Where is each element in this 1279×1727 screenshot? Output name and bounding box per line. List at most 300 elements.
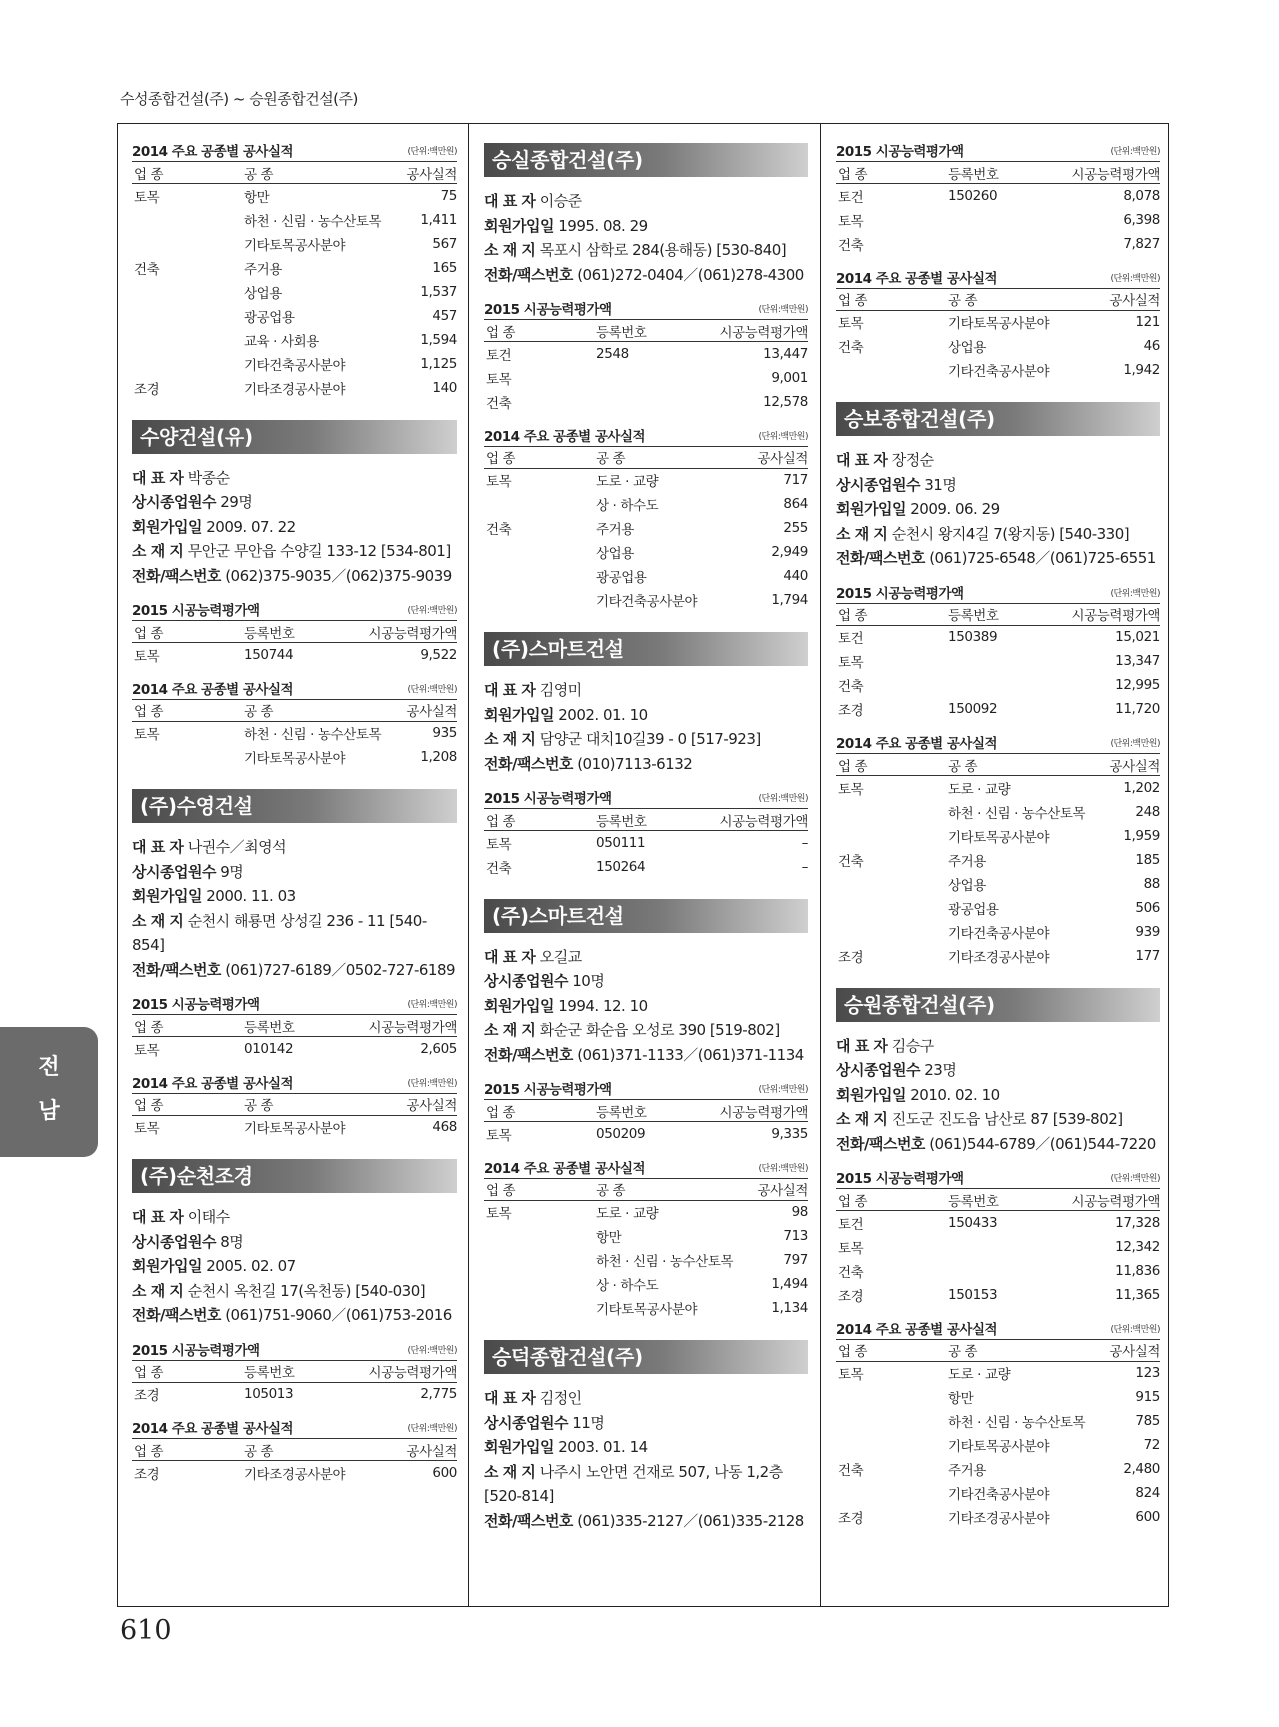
info-label: 상시종업원수 (836, 475, 920, 494)
stats-table (836, 603, 1160, 722)
company-info (132, 835, 457, 982)
table-cell (836, 920, 946, 944)
column-header: 업 종 (484, 446, 594, 468)
info-value: (062)375-9035／(062)375-9039 (225, 566, 452, 585)
table-cell (484, 1224, 594, 1248)
table-cell (132, 280, 242, 304)
table-header-row (132, 1360, 457, 1382)
stats-table-unit: (단위:백만원) (1110, 1174, 1160, 1184)
stats-table (836, 1188, 1160, 1307)
table-row (484, 492, 808, 516)
info-value: 29명 (220, 493, 253, 511)
info-label: 전화/팩스번호 (484, 754, 573, 773)
info-value: 김정인 (539, 1389, 582, 1407)
stats-table-title: 2014 주요 공종별 공사실적 (132, 144, 294, 160)
table-cell: 150744 (244, 646, 294, 663)
stats-table-header (484, 1160, 808, 1178)
table-header-row (132, 1093, 457, 1115)
table-cell: 기타토목공사분야 (596, 1302, 698, 1318)
info-line (484, 189, 808, 214)
company-info (484, 678, 808, 776)
table-row (836, 1361, 1160, 1385)
info-value: (061)725-6548／(061)725-6551 (929, 549, 1156, 567)
table-cell: 도로 · 교량 (596, 474, 659, 491)
table-row (836, 1385, 1160, 1409)
info-value: 2010. 02. 10 (910, 1085, 1000, 1104)
table-cell: 915 (1135, 1389, 1160, 1405)
table-header-row (132, 621, 457, 643)
info-line (484, 1509, 808, 1534)
column-header: 공사실적 (399, 699, 457, 721)
column-header: 업 종 (836, 754, 946, 776)
stats-table-title: 2015 시공능력평가액 (132, 997, 260, 1013)
column-header: 공 종 (242, 1093, 385, 1115)
company-info (836, 448, 1160, 571)
stats-table-unit: (단위:백만원) (1110, 273, 1160, 284)
column-header: 업 종 (132, 162, 242, 184)
table-row (836, 1433, 1160, 1457)
info-label: 상시종업원수 (836, 1061, 920, 1079)
info-line (484, 263, 808, 288)
table-row (836, 649, 1160, 673)
table-cell: 165 (432, 259, 457, 276)
stats-table-header (836, 270, 1160, 288)
table-cell (836, 800, 946, 824)
stats-table (836, 161, 1160, 256)
column-header: 업 종 (132, 1360, 242, 1382)
table-cell: 150389 (948, 629, 998, 646)
stats-table-unit: (단위:백만원) (758, 431, 808, 442)
table-cell (132, 352, 242, 376)
stats-table (484, 1178, 808, 1321)
table-row (484, 564, 808, 588)
info-line (132, 909, 457, 958)
stats-table-header (132, 1420, 457, 1438)
info-value: 김승구 (891, 1036, 934, 1055)
table-cell (946, 649, 1027, 673)
table-row (836, 1283, 1160, 1307)
table-cell: 토목 (134, 648, 160, 665)
table-header-row (836, 1339, 1160, 1361)
info-value: (061)335-2127／(061)335-2128 (577, 1511, 804, 1530)
table-cell: 토목 (134, 1042, 160, 1059)
table-cell: 050111 (596, 834, 646, 851)
info-line (836, 1132, 1160, 1157)
company-info (836, 1034, 1160, 1157)
info-label: 회원가입일 (484, 705, 554, 724)
table-cell: 건축 (838, 1264, 864, 1281)
info-value: (061)544-6789／(061)544-7220 (929, 1134, 1156, 1153)
table-row (836, 1259, 1160, 1283)
table-header-row (836, 603, 1160, 625)
table-cell: 주거용 (596, 522, 634, 538)
table-cell: 토목 (486, 1206, 512, 1223)
column-header: 시공능력평가액 (675, 809, 809, 831)
stats-table (132, 699, 457, 770)
table-cell: 506 (1135, 899, 1160, 916)
table-cell (836, 824, 946, 848)
table-cell: 11,836 (1115, 1262, 1160, 1279)
table-cell (484, 492, 594, 516)
stats-table-title: 2014 주요 공종별 공사실적 (836, 270, 998, 287)
stats-table-title: 2014 주요 공종별 공사실적 (132, 681, 294, 698)
table-cell: 토목 (486, 836, 512, 853)
stats-table (484, 319, 808, 414)
table-cell: 기타토목공사분야 (948, 1439, 1050, 1455)
info-label: 상시종업원수 (484, 972, 568, 990)
table-cell: 토건 (838, 189, 864, 206)
info-line (132, 564, 457, 589)
table-row (132, 352, 457, 376)
table-cell (484, 1272, 594, 1296)
info-line (132, 490, 457, 515)
info-line (132, 539, 457, 564)
table-cell: – (801, 834, 808, 851)
table-cell: 주거용 (948, 853, 986, 870)
stats-table-title: 2014 주요 공종별 공사실적 (132, 1421, 294, 1437)
stats-table-block (132, 602, 457, 667)
table-cell: 1,202 (1123, 779, 1160, 796)
table-cell: 1,494 (771, 1276, 808, 1292)
stats-table-unit: (단위:백만원) (1110, 739, 1160, 749)
table-cell: 주거용 (244, 261, 282, 278)
table-cell: 2,480 (1123, 1461, 1160, 1477)
stats-table-block (836, 585, 1160, 722)
info-label: 회원가입일 (484, 996, 554, 1015)
table-row (132, 376, 457, 400)
info-label: 대 표 자 (484, 947, 536, 966)
stats-table-title: 2014 주요 공종별 공사실적 (484, 428, 646, 445)
table-cell: 17,328 (1115, 1214, 1160, 1231)
table-row (836, 1211, 1160, 1235)
table-cell (484, 1248, 594, 1272)
info-label: 전화/팩스번호 (132, 960, 221, 979)
stats-table-header (484, 1081, 808, 1099)
info-line (132, 958, 457, 983)
stats-table-block (484, 1081, 808, 1146)
stats-table-title: 2014 주요 공종별 공사실적 (836, 1321, 998, 1338)
table-cell: 150264 (596, 858, 646, 875)
table-row (836, 824, 1160, 848)
info-label: 소 재 지 (836, 1110, 888, 1128)
table-cell: 기타조경공사분야 (244, 381, 346, 398)
company-entry (484, 899, 808, 1321)
stats-table-header (836, 1321, 1160, 1339)
table-cell: 기타건축공사분야 (596, 594, 698, 610)
table-row (132, 184, 457, 208)
column-header: 공사실적 (1102, 1339, 1160, 1361)
table-row (836, 1505, 1160, 1529)
table-cell: 하천 · 신림 · 농수산토목 (244, 727, 382, 744)
stats-table-unit: (단위:백만원) (407, 147, 457, 157)
table-cell: 상업용 (948, 340, 986, 356)
table-cell: 주거용 (948, 1463, 986, 1479)
table-cell: 광공업용 (596, 570, 647, 586)
stats-table-unit: (단위:백만원) (407, 1078, 457, 1089)
info-value: (061)727-6189／0502-727-6189 (225, 960, 456, 979)
info-line (132, 1254, 457, 1279)
table-cell (836, 358, 946, 382)
table-cell: 토목 (838, 655, 864, 671)
table-cell: 1,942 (1123, 362, 1160, 378)
table-cell: 조경 (134, 381, 160, 398)
table-row (836, 208, 1160, 232)
stats-table-title: 2015 시공능력평가액 (836, 585, 964, 602)
table-header-row (836, 288, 1160, 310)
table-cell: 조경 (838, 949, 864, 966)
stats-table-block (484, 1160, 808, 1321)
column-header: 공 종 (242, 162, 399, 184)
column-header: 공사실적 (399, 162, 457, 184)
info-label: 소 재 지 (484, 241, 536, 259)
table-cell: 건축 (838, 1463, 864, 1479)
company-name: (주)수영건설 (132, 789, 457, 823)
info-line (836, 1058, 1160, 1083)
info-label: 회원가입일 (484, 1438, 554, 1456)
info-value: 2002. 01. 10 (558, 705, 648, 724)
table-row (484, 1296, 808, 1320)
info-line (484, 1411, 808, 1436)
table-cell: 150260 (948, 187, 998, 204)
table-cell: 광공업용 (244, 309, 295, 326)
stats-table (132, 620, 457, 667)
table-cell: 11,720 (1115, 701, 1160, 717)
info-value: 2000. 11. 03 (206, 887, 296, 905)
stats-table-title: 2015 시공능력평가액 (836, 1171, 964, 1187)
table-row (132, 1115, 457, 1139)
info-label: 전화/팩스번호 (836, 549, 925, 567)
stats-table-title: 2015 시공능력평가액 (132, 603, 260, 619)
info-value: 김영미 (539, 681, 582, 699)
table-cell: 기타토목공사분야 (244, 237, 346, 254)
table-cell (946, 232, 1027, 256)
table-cell (946, 208, 1027, 232)
table-cell: 토목 (134, 727, 160, 744)
stats-table-block (132, 681, 457, 770)
column-header: 공사실적 (1089, 288, 1160, 310)
table-header-row (836, 1189, 1160, 1211)
stats-table-header (836, 585, 1160, 603)
info-label: 회원가입일 (132, 517, 202, 536)
table-cell: 하천 · 신림 · 농수산토목 (244, 213, 382, 230)
column-header: 등록번호 (946, 603, 1027, 625)
table-cell: 050209 (596, 1125, 646, 1142)
table-cell: 토목 (838, 213, 864, 230)
table-cell: 600 (1135, 1509, 1160, 1525)
table-row (484, 855, 808, 879)
company-entry (484, 632, 808, 879)
column-header: 공사실적 (385, 1439, 457, 1461)
info-label: 소 재 지 (484, 1462, 536, 1481)
column-2 (468, 123, 820, 1607)
info-line (132, 1230, 457, 1255)
table-row (836, 1409, 1160, 1433)
table-cell: 8,078 (1123, 187, 1160, 204)
info-line (836, 448, 1160, 473)
stats-table-header (484, 428, 808, 446)
info-value: 9명 (220, 862, 244, 881)
table-header-row (132, 162, 457, 184)
table-cell: 9,001 (771, 369, 808, 386)
column-header: 업 종 (484, 1100, 594, 1122)
company-name: 승보종합건설(주) (836, 402, 1160, 436)
table-cell: 항만 (244, 189, 270, 206)
table-cell: 기타조경공사분야 (948, 949, 1050, 966)
table-row (484, 468, 808, 492)
table-cell: 9,335 (771, 1125, 808, 1142)
stats-table (132, 1360, 457, 1407)
column-header: 업 종 (484, 320, 594, 342)
stats-table-block (836, 143, 1160, 256)
table-cell: 기타토목공사분야 (948, 316, 1050, 333)
table-header-row (484, 320, 808, 342)
company-info (484, 945, 808, 1068)
stats-table-header (132, 1342, 457, 1360)
stats-table-unit: (단위:백만원) (758, 305, 808, 315)
table-row (132, 1037, 457, 1061)
table-cell: 토목 (486, 371, 512, 388)
column-header: 시공능력평가액 (675, 320, 809, 342)
column-header: 업 종 (836, 288, 946, 310)
table-cell: 72 (1143, 1437, 1160, 1453)
table-cell: 88 (1143, 875, 1160, 892)
info-value: 31명 (924, 475, 957, 494)
table-cell: 하천 · 신림 · 농수산토목 (948, 1415, 1086, 1431)
table-cell: 상업용 (244, 285, 282, 302)
table-cell: 468 (432, 1119, 457, 1136)
table-row (836, 896, 1160, 920)
table-cell: 건축 (838, 340, 864, 356)
column-header: 공 종 (242, 699, 399, 721)
info-line (836, 1107, 1160, 1132)
table-cell: 토건 (838, 631, 864, 648)
column-header: 시공능력평가액 (1027, 603, 1161, 625)
column-header: 공 종 (946, 1339, 1102, 1361)
stats-table-unit: (단위:백만원) (1110, 147, 1160, 157)
table-cell: 13,347 (1115, 653, 1160, 669)
stats-table-unit: (단위:백만원) (407, 1345, 457, 1356)
table-cell: 140 (432, 379, 457, 396)
info-line (132, 884, 457, 909)
table-row (836, 232, 1160, 256)
company-name: (주)스마트건설 (484, 899, 808, 933)
table-cell: 2,949 (771, 544, 808, 560)
table-header-row (836, 162, 1160, 184)
info-line (484, 238, 808, 263)
column-header: 업 종 (484, 1178, 594, 1200)
region-char: 남 (38, 1099, 60, 1124)
info-value: (061)272-0404／(061)278-4300 (577, 265, 804, 284)
table-cell: 248 (1135, 803, 1160, 820)
table-cell: 177 (1135, 947, 1160, 964)
table-cell: 기타건축공사분야 (244, 357, 346, 374)
info-value: (061)371-1133／(061)371-1134 (577, 1045, 804, 1064)
info-value: 나권수／최영석 (187, 838, 287, 856)
column-header: 등록번호 (594, 320, 675, 342)
table-cell: 185 (1135, 851, 1160, 868)
table-cell: 기타건축공사분야 (948, 925, 1050, 942)
stats-table-title: 2014 주요 공종별 공사실적 (484, 1160, 646, 1177)
info-value: 이태수 (187, 1208, 230, 1226)
info-value: (010)7113-6132 (577, 754, 693, 773)
table-cell (836, 1409, 946, 1433)
stats-table-block (484, 301, 808, 414)
company-entry (132, 789, 457, 1139)
table-row (836, 1457, 1160, 1481)
info-line (836, 1083, 1160, 1108)
table-cell: 1,125 (420, 355, 457, 372)
table-row (132, 280, 457, 304)
info-line (484, 703, 808, 728)
info-value: 2003. 01. 14 (558, 1438, 648, 1456)
table-cell (594, 390, 675, 414)
column-header: 업 종 (484, 809, 594, 831)
table-row (836, 310, 1160, 334)
table-cell: 상업용 (948, 877, 986, 894)
company-info (484, 1386, 808, 1533)
stats-table-header (836, 1170, 1160, 1188)
stats-table-unit: (단위:백만원) (1110, 588, 1160, 599)
stats-table-header (132, 1075, 457, 1093)
column-header: 시공능력평가액 (1027, 162, 1161, 184)
info-line (132, 1205, 457, 1230)
stats-table-block (132, 1420, 457, 1485)
stats-table-header (836, 735, 1160, 753)
table-cell (484, 588, 594, 612)
info-value: 담양군 대치10길39 - 0 [517-923] (539, 730, 761, 748)
table-cell (836, 1481, 946, 1505)
column-header: 시공능력평가액 (323, 1360, 457, 1382)
table-cell: 457 (432, 307, 457, 324)
info-value: 10명 (572, 972, 605, 990)
info-value: 목포시 삼학로 284(용해동) [530-840] (539, 241, 787, 259)
info-line (484, 678, 808, 703)
table-cell: 824 (1135, 1485, 1160, 1501)
stats-table-block (836, 1321, 1160, 1530)
info-value: 오길교 (539, 947, 582, 966)
info-label: 전화/팩스번호 (484, 1045, 573, 1064)
stats-table-title: 2014 주요 공종별 공사실적 (836, 736, 998, 752)
table-row (484, 516, 808, 540)
column-header: 공 종 (594, 446, 737, 468)
table-cell: 2,775 (420, 1386, 457, 1403)
table-cell: 하천 · 신림 · 농수산토목 (948, 805, 1086, 822)
info-line (484, 1043, 808, 1068)
table-row (132, 1382, 457, 1406)
column-header: 공 종 (946, 288, 1089, 310)
info-value: 진도군 진도읍 남산로 87 [539-802] (891, 1110, 1123, 1128)
table-cell: 토건 (486, 347, 512, 364)
stats-table-title: 2015 시공능력평가액 (484, 1082, 612, 1098)
info-value: 8명 (220, 1232, 244, 1251)
table-cell: 713 (783, 1228, 808, 1244)
table-cell: 785 (1135, 1413, 1160, 1429)
info-value: 장정순 (891, 451, 934, 469)
column-1 (117, 123, 469, 1607)
table-cell: 항만 (948, 1391, 974, 1407)
table-cell: 토목 (838, 316, 864, 333)
stats-table (132, 1014, 457, 1061)
table-cell: 상 · 하수도 (596, 1278, 659, 1294)
info-line (484, 994, 808, 1019)
table-cell: 1,794 (771, 592, 808, 608)
info-value: 1994. 12. 10 (558, 996, 648, 1015)
table-cell: 도로 · 교량 (948, 1367, 1011, 1384)
table-row (836, 673, 1160, 697)
stats-table-unit: (단위:백만원) (407, 684, 457, 695)
stats-table (132, 1438, 457, 1485)
table-cell (836, 1433, 946, 1457)
